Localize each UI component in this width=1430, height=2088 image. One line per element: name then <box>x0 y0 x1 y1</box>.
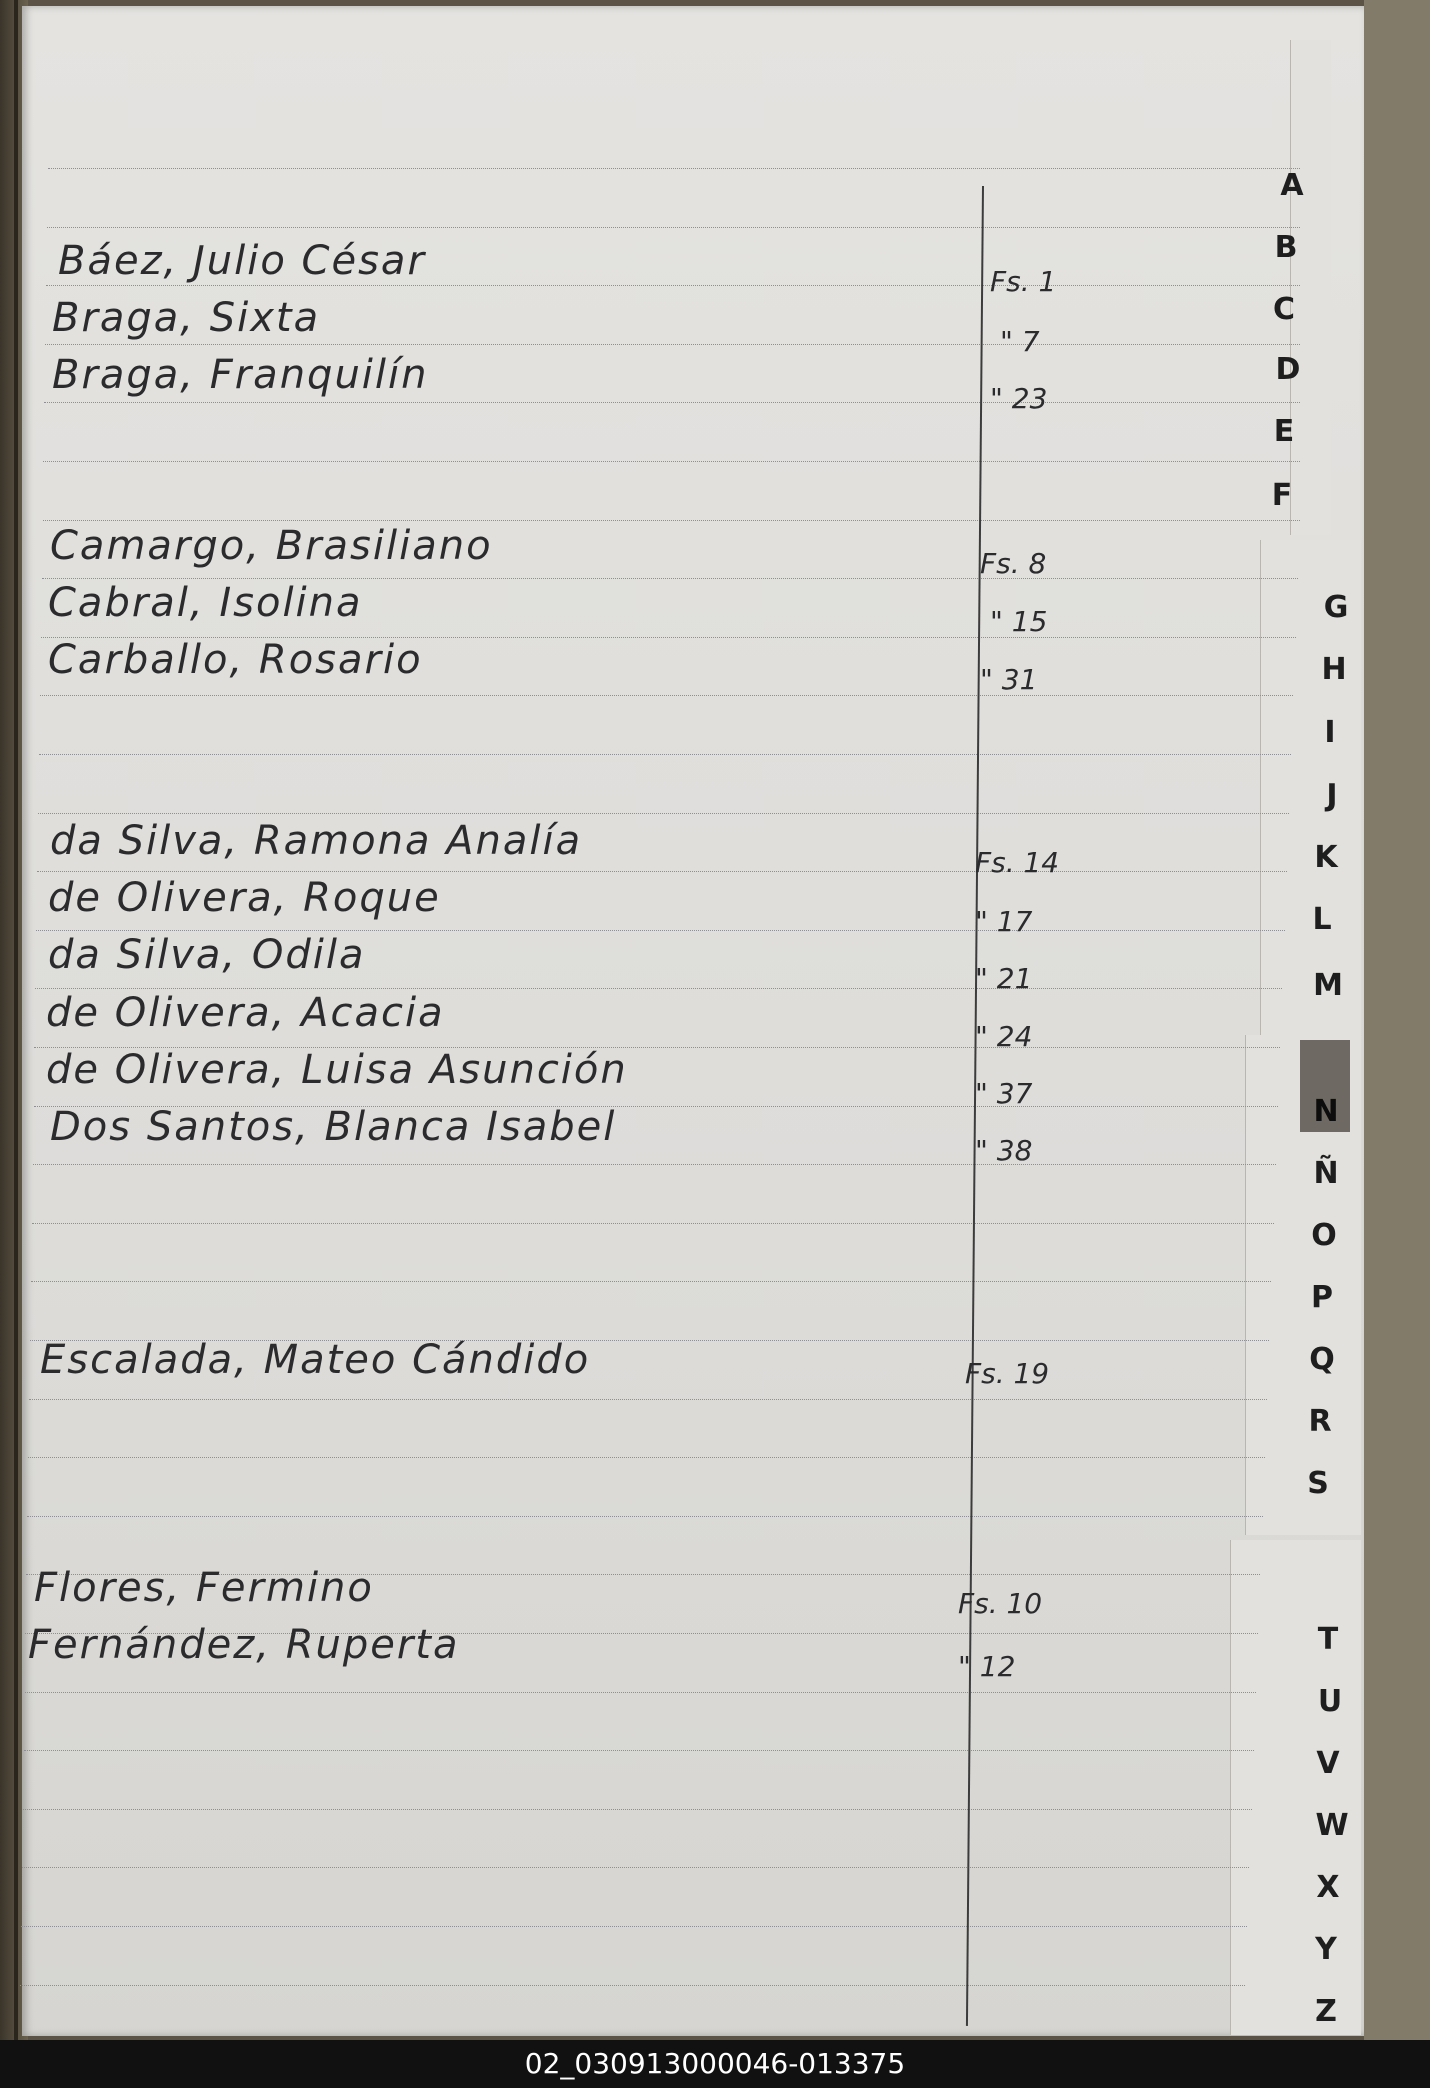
ruled-line <box>20 1985 1245 1986</box>
ruled-line <box>43 520 1300 521</box>
ruled-line <box>27 1516 1263 1517</box>
ruled-line <box>38 813 1289 814</box>
tab-letter-g[interactable]: G <box>1323 590 1349 625</box>
tab-letter-u[interactable]: U <box>1317 1684 1343 1719</box>
ruled-line <box>39 754 1291 755</box>
entry-folio-ref: " 31 <box>980 663 1038 696</box>
entry-folio-ref: " 23 <box>990 382 1048 415</box>
entry-folio-ref: Fs. 10 <box>958 1587 1043 1620</box>
tab-letter-x[interactable]: X <box>1316 1870 1340 1905</box>
ruled-line <box>36 930 1285 931</box>
tab-letter-i[interactable]: I <box>1324 715 1336 750</box>
tab-letter-b[interactable]: B <box>1274 230 1298 265</box>
tab-letter-d[interactable]: D <box>1275 352 1301 387</box>
tab-letter-h[interactable]: H <box>1321 652 1347 687</box>
ruled-line <box>33 1164 1276 1165</box>
ruled-line <box>31 1281 1271 1282</box>
entry-folio-ref: " 38 <box>975 1134 1033 1167</box>
ruled-line <box>48 168 1300 169</box>
ruled-line <box>24 1750 1254 1751</box>
ruled-line <box>25 1692 1256 1693</box>
tab-letter-f[interactable]: F <box>1271 478 1293 513</box>
entry-name: Fernández, Ruperta <box>28 1622 460 1668</box>
ruled-line <box>32 1223 1274 1224</box>
ruled-line <box>21 1926 1247 1927</box>
ruled-line <box>22 1867 1249 1868</box>
entry-name: da Silva, Odila <box>48 932 366 978</box>
entry-name: Braga, Sixta <box>52 295 321 341</box>
entry-name: de Olivera, Acacia <box>46 990 445 1036</box>
entry-folio-ref: " 7 <box>1000 325 1040 358</box>
tab-letter-k[interactable]: K <box>1314 840 1338 875</box>
tab-letter-z[interactable]: Z <box>1315 1994 1337 2029</box>
tab-letter-m[interactable]: M <box>1313 968 1343 1003</box>
entry-name: de Olivera, Roque <box>48 875 441 921</box>
spine-edge <box>14 0 18 2040</box>
entry-folio-ref: " 37 <box>975 1077 1033 1110</box>
entry-folio-ref: Fs. 1 <box>990 265 1057 298</box>
book-cover-edge <box>1364 0 1430 2040</box>
tab-letter-w[interactable]: W <box>1315 1808 1349 1843</box>
entry-name: da Silva, Ramona Analía <box>50 818 583 864</box>
tab-letter-s[interactable]: S <box>1307 1466 1329 1501</box>
entry-folio-ref: " 21 <box>975 962 1033 995</box>
tab-letter-j[interactable]: J <box>1326 778 1338 813</box>
ruled-line <box>37 871 1287 872</box>
entry-folio-ref: Fs. 8 <box>980 547 1047 580</box>
entry-name: Carballo, Rosario <box>48 637 423 683</box>
ruled-line <box>47 227 1300 228</box>
ruled-line <box>45 344 1300 345</box>
tab-letter-a[interactable]: A <box>1280 168 1304 203</box>
tab-letter-q[interactable]: Q <box>1309 1342 1335 1377</box>
tab-letter-v[interactable]: V <box>1316 1746 1340 1781</box>
entry-name: Cabral, Isolina <box>48 580 363 626</box>
entry-folio-ref: " 12 <box>958 1650 1016 1683</box>
ruled-line <box>28 1457 1265 1458</box>
entry-folio-ref: " 24 <box>975 1020 1033 1053</box>
tab-letter-t[interactable]: T <box>1317 1622 1339 1657</box>
tab-letter-enye[interactable]: Ñ <box>1313 1156 1339 1191</box>
entry-folio-ref: " 15 <box>990 605 1048 638</box>
entry-folio-ref: Fs. 19 <box>965 1357 1050 1390</box>
entry-name: Escalada, Mateo Cándido <box>40 1337 591 1383</box>
entry-name: Braga, Franquilín <box>52 352 429 398</box>
tab-letter-e[interactable]: E <box>1273 414 1295 449</box>
entry-folio-ref: Fs. 14 <box>975 846 1060 879</box>
entry-name: Dos Santos, Blanca Isabel <box>50 1104 617 1150</box>
ruled-line <box>29 1399 1267 1400</box>
tab-letter-o[interactable]: O <box>1311 1218 1337 1253</box>
archive-id-footer: 02_030913000046-013375 <box>0 2040 1430 2088</box>
tab-letter-p[interactable]: P <box>1311 1280 1333 1315</box>
ruled-line <box>46 285 1300 286</box>
ruled-line <box>43 461 1300 462</box>
entry-name: Flores, Fermino <box>34 1565 374 1611</box>
tab-letter-r[interactable]: R <box>1308 1404 1332 1439</box>
ruled-line <box>44 402 1300 403</box>
tab-letter-n[interactable]: N <box>1313 1094 1339 1129</box>
tab-letter-y[interactable]: Y <box>1315 1932 1337 1967</box>
entry-folio-ref: " 17 <box>975 905 1033 938</box>
entry-name: Camargo, Brasiliano <box>50 523 493 569</box>
entry-name: de Olivera, Luisa Asunción <box>46 1047 628 1093</box>
ruled-line <box>40 695 1293 696</box>
tab-letter-l[interactable]: L <box>1312 902 1332 937</box>
ruled-line <box>23 1809 1252 1810</box>
entry-name: Báez, Julio César <box>58 238 426 284</box>
tab-letter-c[interactable]: C <box>1272 292 1296 327</box>
